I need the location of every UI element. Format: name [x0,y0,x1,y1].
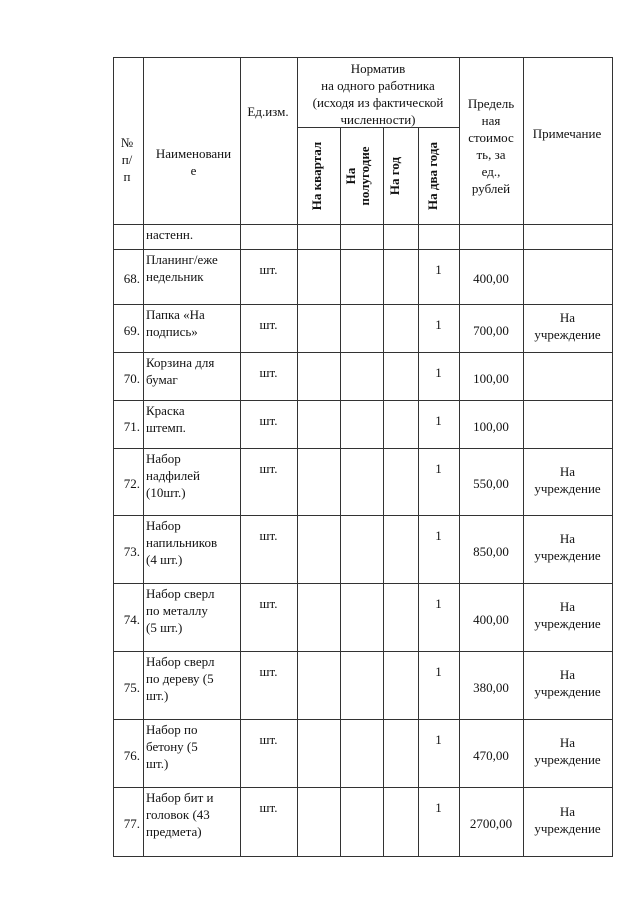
row-two-years: 1 [435,317,442,332]
row-name: Набор бит и головок (43 предмета) [146,790,214,839]
column-line [612,57,613,857]
row-bottom-line [113,515,612,516]
row-note: На учреждение [534,803,601,836]
row-name: Набор напильников (4 шт.) [146,518,218,567]
row-bottom-line [113,400,612,401]
row-price: 100,00 [473,370,509,386]
row-num: 71. [123,418,140,434]
row-two-years: 1 [435,413,442,428]
row-unit: шт. [259,800,278,815]
header-norm: Норматив на одного работника (исходя из фактической численности) [312,61,444,127]
row-bottom-line [113,448,612,449]
row-note: На учреждение [534,531,601,563]
row-bottom-line [113,787,612,788]
column-line [383,127,384,857]
header-num: № п/ п [120,135,134,184]
row-two-years: 1 [435,461,442,476]
carry-row-bottom-line [113,249,612,250]
row-bottom-line [113,583,612,584]
row-price: 700,00 [473,322,509,338]
table-top-border [113,57,612,58]
row-unit: шт. [259,596,278,611]
row-num: 75. [123,679,140,695]
column-line [143,57,144,857]
header-note: Примечание [532,126,602,141]
row-two-years: 1 [435,800,442,815]
row-price: 400,00 [473,271,509,286]
row-note: На учреждение [534,599,601,631]
row-note: На учреждение [534,735,601,767]
row-price: 100,00 [473,418,509,434]
row-num: 72. [123,476,140,491]
row-two-years: 1 [435,596,442,611]
carry-row-name: настенн. [146,227,194,242]
header-per-half: На полугодие [343,146,372,206]
row-two-years: 1 [435,262,442,277]
row-unit: шт. [259,461,278,476]
row-name: Папка «На подпись» [146,307,205,339]
row-two-years: 1 [435,664,442,679]
header-name: Наименовани е [155,146,232,178]
row-unit: шт. [259,528,278,543]
row-price: 850,00 [473,543,509,559]
row-unit: шт. [259,317,278,332]
row-num: 70. [123,370,140,386]
row-note: На учреждение [534,667,601,699]
row-name: Планинг/еже недельник [146,252,218,284]
row-price: 550,00 [473,476,509,491]
row-unit: шт. [259,664,278,679]
row-two-years: 1 [435,732,442,747]
column-line [418,127,419,857]
row-unit: шт. [259,365,278,380]
row-unit: шт. [259,262,278,277]
row-price: 380,00 [473,679,509,695]
row-name: Набор сверл по дереву (5 шт.) [146,654,215,703]
row-price: 2700,00 [469,816,513,831]
row-two-years: 1 [435,365,442,380]
row-num: 68. [123,271,140,286]
row-bottom-line [113,304,612,305]
row-num: 77. [123,816,140,831]
header-unit: Ед.изм. [247,104,289,119]
column-line [340,127,341,857]
row-note: На учреждение [534,310,601,342]
header-per-year: На год [387,156,402,196]
column-line [297,57,298,857]
row-name: Набор по бетону (5 шт.) [146,722,198,771]
row-num: 76. [123,747,140,763]
header-per-two-years: На два года [425,142,440,210]
row-two-years: 1 [435,528,442,543]
row-price: 470,00 [473,747,509,763]
row-bottom-line [113,856,612,857]
header-price: Предель ная стоимос ть, за ед., рублей [467,96,515,196]
row-bottom-line [113,352,612,353]
row-name: Корзина для бумаг [146,355,215,387]
row-bottom-line [113,651,612,652]
row-name: Набор сверл по металлу (5 шт.) [146,586,215,635]
row-num: 69. [123,322,140,338]
row-unit: шт. [259,732,278,747]
header-per-quarter: На квартал [309,141,324,211]
row-name: Набор надфилей (10шт.) [146,451,200,500]
row-num: 74. [123,611,140,627]
row-price: 400,00 [473,611,509,627]
row-num: 73. [123,543,140,559]
row-bottom-line [113,719,612,720]
row-note: На учреждение [534,463,601,496]
header-bottom-line [113,224,612,225]
row-name: Краска штемп. [146,403,186,435]
row-unit: шт. [259,413,278,428]
